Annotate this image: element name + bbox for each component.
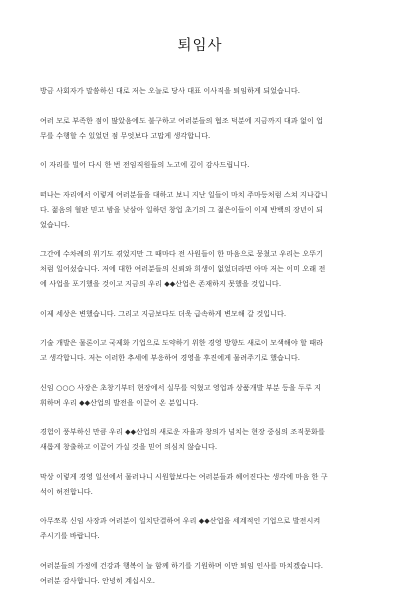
paragraph: 아무쪼록 신임 사장과 여러분이 일치단결하여 우리 ◆◆산업을 세계적인 기업으로 발전시켜 주시기를 바랍니다. (40, 516, 321, 540)
paragraph: 기술 개발은 물론이고 국제화 기업으로 도약하기 위한 경영 방향도 새로이 모색해야 할 때라 고 생각합니다. 저는 이러한 추세에 부응하여 경영을 후진에게 물려주기로 했습니다. (40, 338, 324, 362)
document-body (40, 83, 368, 602)
paragraph: 경험이 풍부하신 만큼 우리 ◆◆산업의 새로운 자율과 창의가 넘치는 현장 중심의 조직문화를 새롭게 창출하고 이끌어 가실 것을 믿어 의심치 않습니다. (40, 427, 325, 451)
paragraph: 이 자리를 빌어 다시 한 번 전임직원들의 노고에 깊이 감사드립니다. (40, 160, 250, 169)
paragraph: 떠나는 자리에서 이렇게 여러분들을 대하고 보니 지난 일들이 마치 주마등처럼 스쳐 지나갑니 다. 젊음의 혈판 믿고 밤을 낮삼아 일하던 창업 초기의 그 젊은이들이 이제 반백의 장년이 되 었습니다. (40, 189, 328, 229)
document-title: 퇴임사 (177, 38, 223, 54)
paragraph: 여러분들의 가정에 건강과 행복이 늘 함께 하기를 기원하며 이만 퇴임 인사를 마치겠습니다. 여러분 감사합니다. 안녕히 계십시오. (40, 560, 324, 585)
paragraph: 막상 이렇게 경영 일선에서 물러나니 시원합보다는 여러분들과 헤어진다는 생각에 마음 한 구 석이 허전합니다. (40, 471, 328, 496)
paragraph: 그간에 수차례의 위기도 겪었지만 그 때마다 전 사원들이 한 마음으로 뭉쳤고 우리는 오뚜기 처럼 일어섰습니다. 저에 대한 여러분들의 신뢰와 희생이 없었더라면 아마 저는 이미 오래 전 에 사업을 포기했을 것이고 지금의 우리 ◆◆산업은 존재하지 못했을 것입니다. (40, 249, 326, 288)
paragraph: 여러 모로 부족한 점이 많았음에도 불구하고 여러분들의 협조 덕분에 지금까지 대과 없이 업 무를 수행할 수 있었던 점 무엇보다 고맙게 생각합니다. (40, 115, 324, 140)
paragraph: 방금 사회자가 말씀하신 대로 저는 오늘로 당사 대표 이사직을 퇴임하게 되었습니다. (40, 86, 301, 95)
paragraph: 이제 세상은 변했습니다. 그리고 지금보다도 더욱 급속하게 변모해 갈 것입니다. (40, 308, 287, 318)
paragraph: 신임 ○○○ 사장은 초창기부터 현장에서 실무를 익혔고 영업과 상품개발 부분 등을 두루 지 휘하며 우리 ◆◆산업의 발전을 이끌어 온 분입니다. (40, 382, 322, 407)
